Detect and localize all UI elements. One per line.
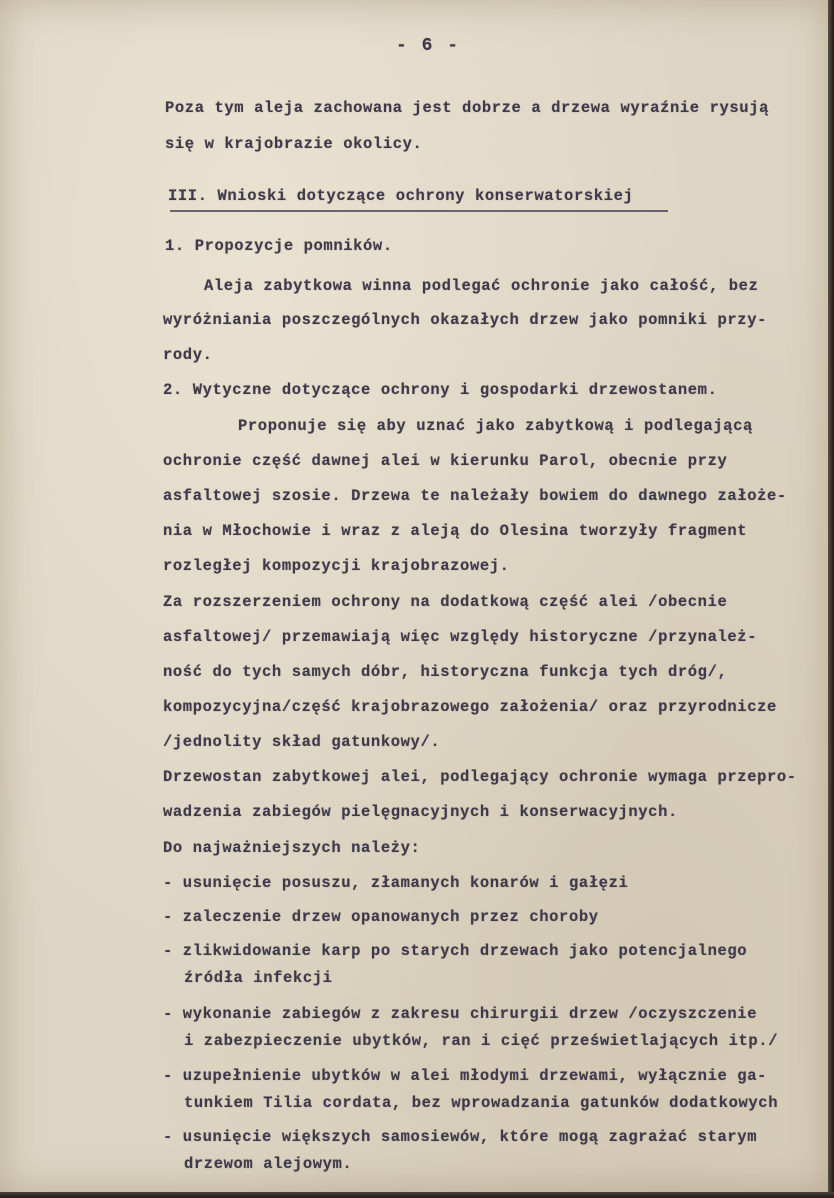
page-bottom-shadow	[0, 1192, 834, 1198]
text-line: Za rozszerzeniem ochrony na dodatkową część alei /obecnie	[163, 593, 728, 611]
text-line: wadzenia zabiegów pielęgnacyjnych i konserwacyjnych.	[163, 803, 678, 821]
text-line: asfaltowej/ przemawiają więc względy historyczne /przynależ-	[163, 628, 758, 646]
text-line: ność do tych samych dóbr, historyczna funkcja tych dróg/,	[163, 663, 728, 681]
text-line: Poza tym aleja zachowana jest dobrze a drzewa wyraźnie rysują	[165, 99, 769, 117]
text-line: Drzewostan zabytkowej alei, podlegający ochronie wymaga przepro-	[163, 768, 797, 786]
list-item: - usunięcie posuszu, złamanych konarów i gałęzi	[163, 874, 629, 892]
list-item: - zaleczenie drzew opanowanych przez choroby	[163, 908, 599, 926]
list-item-continuation: źródła infekcji	[184, 969, 333, 987]
text-line: wyróżniania poszczególnych okazałych drzew jako pomniki przy-	[163, 311, 767, 329]
text-line: Proponuje się aby uznać jako zabytkową i podlegającą	[238, 417, 753, 435]
heading-underline	[170, 210, 668, 212]
list-item-continuation: drzewom alejowym.	[184, 1155, 353, 1173]
text-line: kompozycyjna/część krajobrazowego założenia/ oraz przyrodnicze	[163, 698, 777, 716]
list-item-continuation: tunkiem Tilia cordata, bez wprowadzania gatunków dodatkowych	[184, 1094, 779, 1112]
subsection-heading: 2. Wytyczne dotyczące ochrony i gospodarki drzewostanem.	[163, 381, 718, 399]
list-item: - zlikwidowanie karp po starych drzewach jako potencjalnego	[163, 942, 748, 960]
text-line: się w krajobrazie okolicy.	[165, 135, 423, 153]
list-item: - wykonanie zabiegów z zakresu chirurgii drzew /oczyszczenie	[163, 1005, 758, 1023]
text-line: Aleja zabytkowa winna podlegać ochronie jako całość, bez	[204, 277, 759, 295]
text-line: rozległej kompozycji krajobrazowej.	[163, 557, 510, 575]
section-heading: III. Wnioski dotyczące ochrony konserwatorskiej	[168, 187, 634, 205]
page-number: - 6 -	[396, 36, 461, 56]
text-line: rody.	[163, 346, 213, 364]
text-line: /jednolity skład gatunkowy/.	[163, 733, 441, 751]
subsection-heading: 1. Propozycje pomników.	[165, 237, 393, 255]
list-item-continuation: i zabezpieczenie ubytków, ran i cięć prześwietlających itp./	[184, 1032, 779, 1050]
page-edge-shadow	[828, 0, 834, 1198]
list-item: - usunięcie większych samosiewów, które mogą zagrażać starym	[163, 1128, 758, 1146]
text-line: ochronie część dawnej alei w kierunku Parol, obecnie przy	[163, 452, 728, 470]
list-item: - uzupełnienie ubytków w alei młodymi drzewami, wyłącznie ga-	[163, 1067, 767, 1085]
text-line: nia w Młochowie i wraz z aleją do Olesina tworzyły fragment	[163, 522, 748, 540]
text-line: asfaltowej szosie. Drzewa te należały bowiem do dawnego założe-	[163, 487, 787, 505]
text-line: Do najważniejszych należy:	[163, 839, 421, 857]
